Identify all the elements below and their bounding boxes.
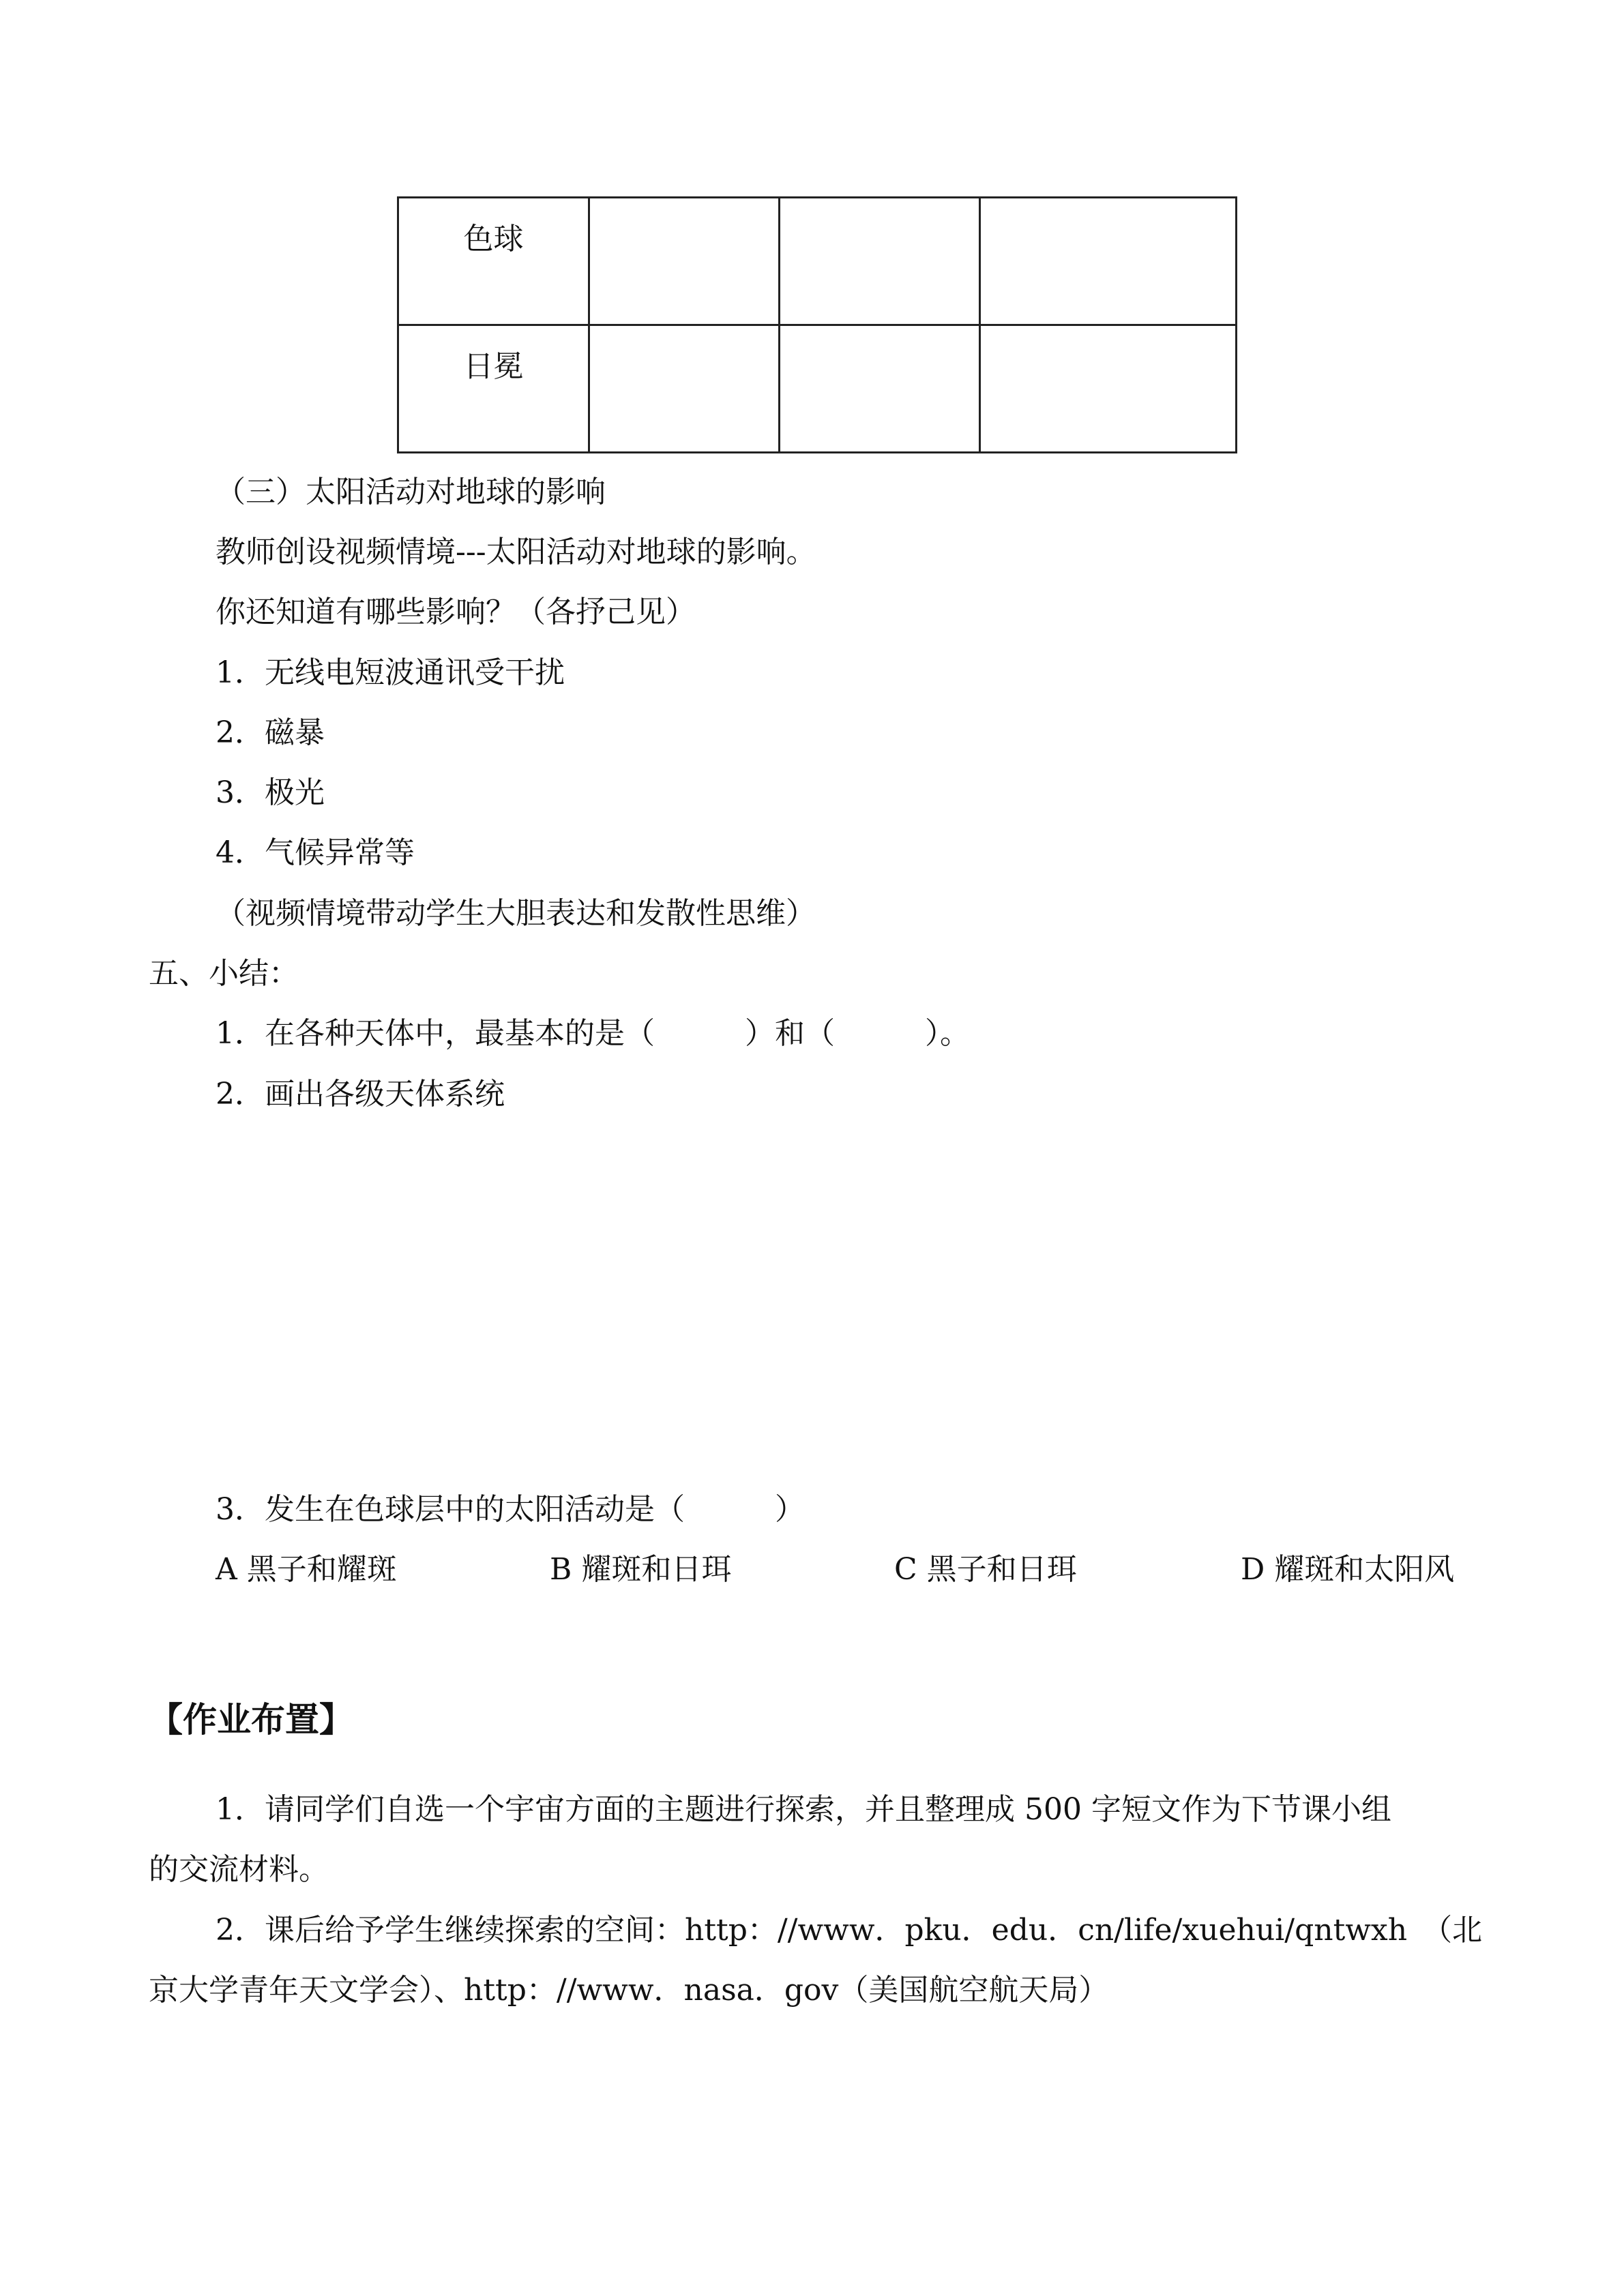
table-cell-label [398,198,589,325]
list-item: 4．气候异常等 [216,835,415,870]
summary-question-3: 3．发生在色球层中的太阳活动是（ ） [216,1492,805,1527]
table-cell-empty [780,198,980,325]
table-cell-empty [780,325,980,453]
list-item: 2．磁暴 [216,715,325,750]
homework-item-1-line-1: 1．请同学们自选一个宇宙方面的主题进行探索，并且整理成 500 字短文作为下节课小组 [216,1792,1391,1827]
table-cell-label [398,325,589,453]
summary-question-2: 2．画出各级天体系统 [216,1077,505,1112]
table-row [398,325,1237,453]
video-intro-text: 教师创设视频情境---太阳活动对地球的影响。 [216,535,816,569]
summary-question-1: 1．在各种天体中，最基本的是（ ）和（ ）。 [216,1016,970,1051]
homework-item-2-line-2: 京大学青年天文学会）、http：//www．nasa．gov（美国航空航天局） [149,1973,1109,2008]
homework-item-2-line-1: 2．课后给予学生继续探索的空间：http：//www．pku．edu．cn/life/xuehui/qntwxh （北 [216,1913,1483,1948]
table-cell-empty [589,198,780,325]
homework-title: 【作业布置】 [149,1700,353,1740]
solar-atmosphere-table [397,196,1237,453]
choice-option-d: D 耀斑和太阳风 [1241,1552,1455,1587]
table-row [398,198,1237,325]
list-item: 1．无线电短波通讯受干扰 [216,655,565,690]
discussion-question: 你还知道有哪些影响？（各抒己见） [216,595,696,629]
list-item: 3．极光 [216,775,325,810]
row-label-chromosphere: 色球 [463,222,524,256]
homework-item-1-line-2: 的交流材料。 [149,1852,329,1887]
teaching-note: （视频情境带动学生大胆表达和发散性思维） [216,896,816,931]
section-3-title: （三）太阳活动对地球的影响 [216,475,606,509]
choice-option-c: C 黑子和日珥 [894,1552,1077,1587]
table-cell-empty [980,325,1237,453]
choice-option-b: B 耀斑和日珥 [550,1552,732,1587]
summary-title: 五、小结： [149,956,299,991]
row-label-corona: 日冕 [463,349,524,384]
table-cell-empty [589,325,780,453]
table-cell-empty [980,198,1237,325]
choice-option-a: A 黑子和耀斑 [216,1552,397,1587]
